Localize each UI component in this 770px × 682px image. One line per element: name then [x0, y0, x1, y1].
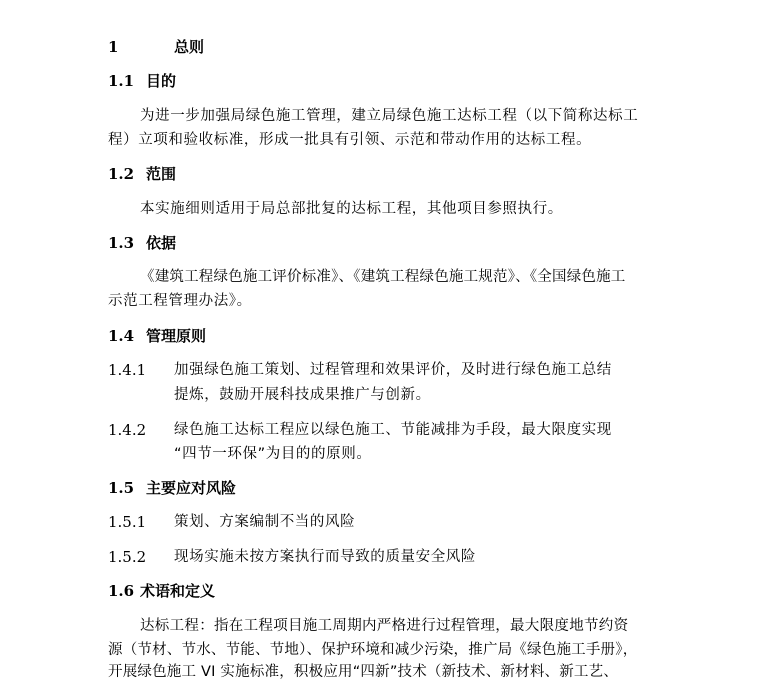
paragraph-text: 开展绿色施工 VI 实施标准，积极应用“四新”技术（新技术、新材料、新工艺、 — [108, 664, 619, 680]
paragraph-text: 示范工程管理办法》。 — [108, 293, 252, 309]
section-number: 1.4 — [108, 327, 135, 345]
paragraph-text: 程）立项和验收标准，形成一批具有引领、示范和带动作用的达标工程。 — [108, 132, 592, 148]
item-text: 现场实施未按方案执行而导致的质量安全风险 — [174, 549, 476, 565]
section-number: 1.6 — [108, 582, 135, 600]
section-title: 管理原则 — [146, 327, 207, 345]
paragraph-text: 本实施细则适用于局总部批复的达标工程，其他项目参照执行。 — [140, 201, 563, 217]
section-number: 1.2 — [108, 165, 135, 183]
section-number: 1.3 — [108, 234, 135, 252]
item-number: 1.5.2 — [108, 548, 147, 566]
paragraph-text: 达标工程：指在工程项目施工周期内严格进行过程管理，最大限度地节约资 — [140, 618, 629, 634]
section-title: 依据 — [146, 234, 177, 252]
section-title: 目的 — [146, 72, 177, 90]
section-number: 1 — [108, 38, 119, 56]
item-text: 绿色施工达标工程应以绿色施工、节能减排为手段，最大限度实现 — [174, 422, 612, 438]
item-text: 提炼，鼓励开展科技成果推广与创新。 — [174, 387, 431, 403]
item-number: 1.4.1 — [108, 361, 147, 379]
section-number: 1.1 — [108, 72, 135, 90]
item-number: 1.4.2 — [108, 421, 147, 439]
section-title: 总则 — [174, 38, 205, 56]
section-number: 1.5 — [108, 479, 135, 497]
item-number: 1.5.1 — [108, 513, 147, 531]
item-text: 策划、方案编制不当的风险 — [174, 514, 356, 530]
item-text: “四节一环保”为目的的原则。 — [174, 446, 372, 462]
paragraph-text: 源（节材、节水、节能、节地）、保护环境和减少污染，推广局《绿色施工手册》， — [108, 642, 638, 658]
paragraph-text: 为进一步加强局绿色施工管理，建立局绿色施工达标工程（以下简称达标工 — [140, 108, 639, 124]
section-title: 主要应对风险 — [146, 479, 237, 497]
paragraph-text: 《建筑工程绿色施工评价标准》、《建筑工程绿色施工规范》、《全国绿色施工 — [140, 269, 626, 285]
section-title: 范围 — [146, 165, 177, 183]
item-text: 加强绿色施工策划、过程管理和效果评价，及时进行绿色施工总结 — [174, 362, 612, 378]
section-title: 术语和定义 — [140, 582, 216, 600]
